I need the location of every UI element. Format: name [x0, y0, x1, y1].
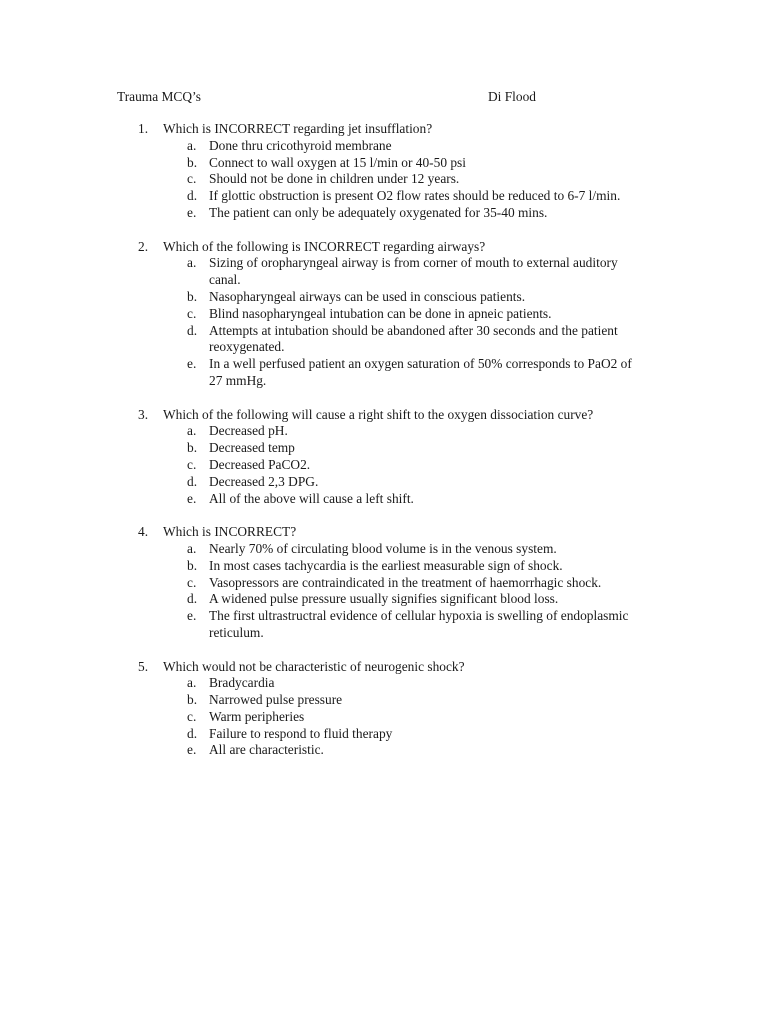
- option-text: Nearly 70% of circulating blood volume is in the venous system.: [209, 540, 557, 556]
- answer-option: [0, 474, 768, 491]
- option-text: Decreased 2,3 DPG.: [209, 473, 319, 489]
- answer-option: [0, 289, 768, 306]
- answer-option: [0, 675, 768, 692]
- option-text: Done thru cricothyroid membrane: [209, 137, 392, 153]
- answer-option: [0, 171, 768, 188]
- answer-option: [0, 541, 768, 558]
- option-text: All of the above will cause a left shift.: [209, 490, 414, 506]
- question-stem: [0, 407, 768, 424]
- option-letter: d.: [187, 725, 198, 741]
- question-number: 3.: [138, 406, 149, 422]
- option-text: In most cases tachycardia is the earliest measurable sign of shock.: [209, 557, 563, 573]
- question-number: 4.: [138, 524, 149, 540]
- option-letter: b.: [187, 440, 198, 456]
- option-text: In a well perfused patient an oxygen saturation of 50% corresponds to PaO2 of 27 mmHg.: [209, 356, 632, 388]
- option-text: Blind nasopharyngeal intubation can be done in apneic patients.: [209, 305, 552, 321]
- option-letter: c.: [187, 708, 197, 724]
- option-text: Bradycardia: [209, 675, 275, 691]
- answer-option: [0, 188, 768, 205]
- option-letter: b.: [187, 692, 198, 708]
- question-text: Which of the following is INCORRECT regarding airways?: [163, 238, 486, 254]
- option-text: Nasopharyngeal airways can be used in conscious patients.: [209, 288, 526, 304]
- option-text: The first ultrastructral evidence of cellular hypoxia is swelling of endoplasmic reticulum.: [209, 608, 629, 640]
- option-letter: d.: [187, 591, 198, 607]
- option-text: Connect to wall oxygen at 15 l/min or 40-50 psi: [209, 154, 466, 170]
- option-letter: e.: [187, 490, 197, 506]
- option-letter: c.: [187, 574, 197, 590]
- question-3: [0, 407, 768, 508]
- option-letter: a.: [187, 423, 197, 439]
- answer-option: [0, 255, 768, 289]
- option-letter: c.: [187, 305, 197, 321]
- option-letter: b.: [187, 557, 198, 573]
- question-stem: [0, 524, 768, 541]
- option-letter: a.: [187, 255, 197, 271]
- option-letter: e.: [187, 608, 197, 624]
- option-text: Sizing of oropharyngeal airway is from corner of mouth to external auditory canal.: [209, 255, 618, 288]
- option-text: A widened pulse pressure usually signifies significant blood loss.: [209, 591, 559, 607]
- question-text: Which is INCORRECT regarding jet insufflation?: [163, 121, 433, 136]
- question-stem: [0, 121, 768, 138]
- question-5: [0, 659, 768, 760]
- option-letter: d.: [187, 473, 198, 489]
- option-letter: e.: [187, 742, 197, 758]
- answer-option: [0, 440, 768, 457]
- question-2: [0, 239, 768, 390]
- option-text: If glottic obstruction is present O2 flow rates should be reduced to 6-7 l/min.: [209, 188, 621, 204]
- answer-option: [0, 709, 768, 726]
- option-letter: c.: [187, 171, 197, 187]
- answer-option: [0, 692, 768, 709]
- option-letter: e.: [187, 356, 197, 372]
- option-text: Decreased temp: [209, 440, 295, 456]
- question-text: Which would not be characteristic of neurogenic shock?: [163, 658, 465, 674]
- option-text: Narrowed pulse pressure: [209, 692, 343, 708]
- option-text: Decreased pH.: [209, 423, 288, 439]
- document-title: Trauma MCQ’s: [117, 89, 201, 104]
- option-text: Should not be done in children under 12 years.: [209, 171, 460, 187]
- option-text: All are characteristic.: [209, 742, 324, 758]
- option-text: Failure to respond to fluid therapy: [209, 725, 393, 741]
- answer-option: [0, 558, 768, 575]
- question-number: 1.: [138, 121, 149, 136]
- option-text: Warm peripheries: [209, 708, 305, 724]
- option-letter: b.: [187, 288, 198, 304]
- option-letter: a.: [187, 137, 197, 153]
- option-text: Vasopressors are contraindicated in the treatment of haemorrhagic shock.: [209, 574, 602, 590]
- answer-option: [0, 457, 768, 474]
- answer-option: [0, 356, 768, 390]
- question-number: 5.: [138, 658, 149, 674]
- answer-option: [0, 608, 768, 642]
- answer-option: [0, 726, 768, 743]
- question-1: [0, 121, 768, 222]
- answer-option: [0, 491, 768, 508]
- answer-option: [0, 138, 768, 155]
- answer-option: [0, 742, 768, 759]
- question-number: 2.: [138, 238, 149, 254]
- option-letter: a.: [187, 540, 197, 556]
- question-4: [0, 524, 768, 642]
- question-text: Which of the following will cause a right shift to the oxygen dissociation curve?: [163, 406, 594, 422]
- option-letter: c.: [187, 456, 197, 472]
- option-letter: d.: [187, 322, 198, 338]
- question-text: Which is INCORRECT?: [163, 524, 297, 540]
- option-text: Attempts at intubation should be abandoned after 30 seconds and the patient reoxygenated.: [209, 322, 618, 355]
- option-letter: e.: [187, 204, 197, 220]
- answer-option: [0, 155, 768, 172]
- answer-option: [0, 306, 768, 323]
- answer-option: [0, 323, 768, 357]
- document-author: Di Flood: [488, 89, 536, 104]
- document-header: [117, 88, 677, 106]
- answer-option: [0, 205, 768, 222]
- answer-option: [0, 575, 768, 592]
- answer-option: [0, 423, 768, 440]
- question-list: [0, 121, 768, 776]
- option-letter: a.: [187, 675, 197, 691]
- answer-option: [0, 591, 768, 608]
- option-text: Decreased PaCO2.: [209, 456, 311, 472]
- question-stem: [0, 239, 768, 256]
- option-letter: d.: [187, 188, 198, 204]
- option-text: The patient can only be adequately oxygenated for 35-40 mins.: [209, 204, 548, 220]
- question-stem: [0, 659, 768, 676]
- option-letter: b.: [187, 154, 198, 170]
